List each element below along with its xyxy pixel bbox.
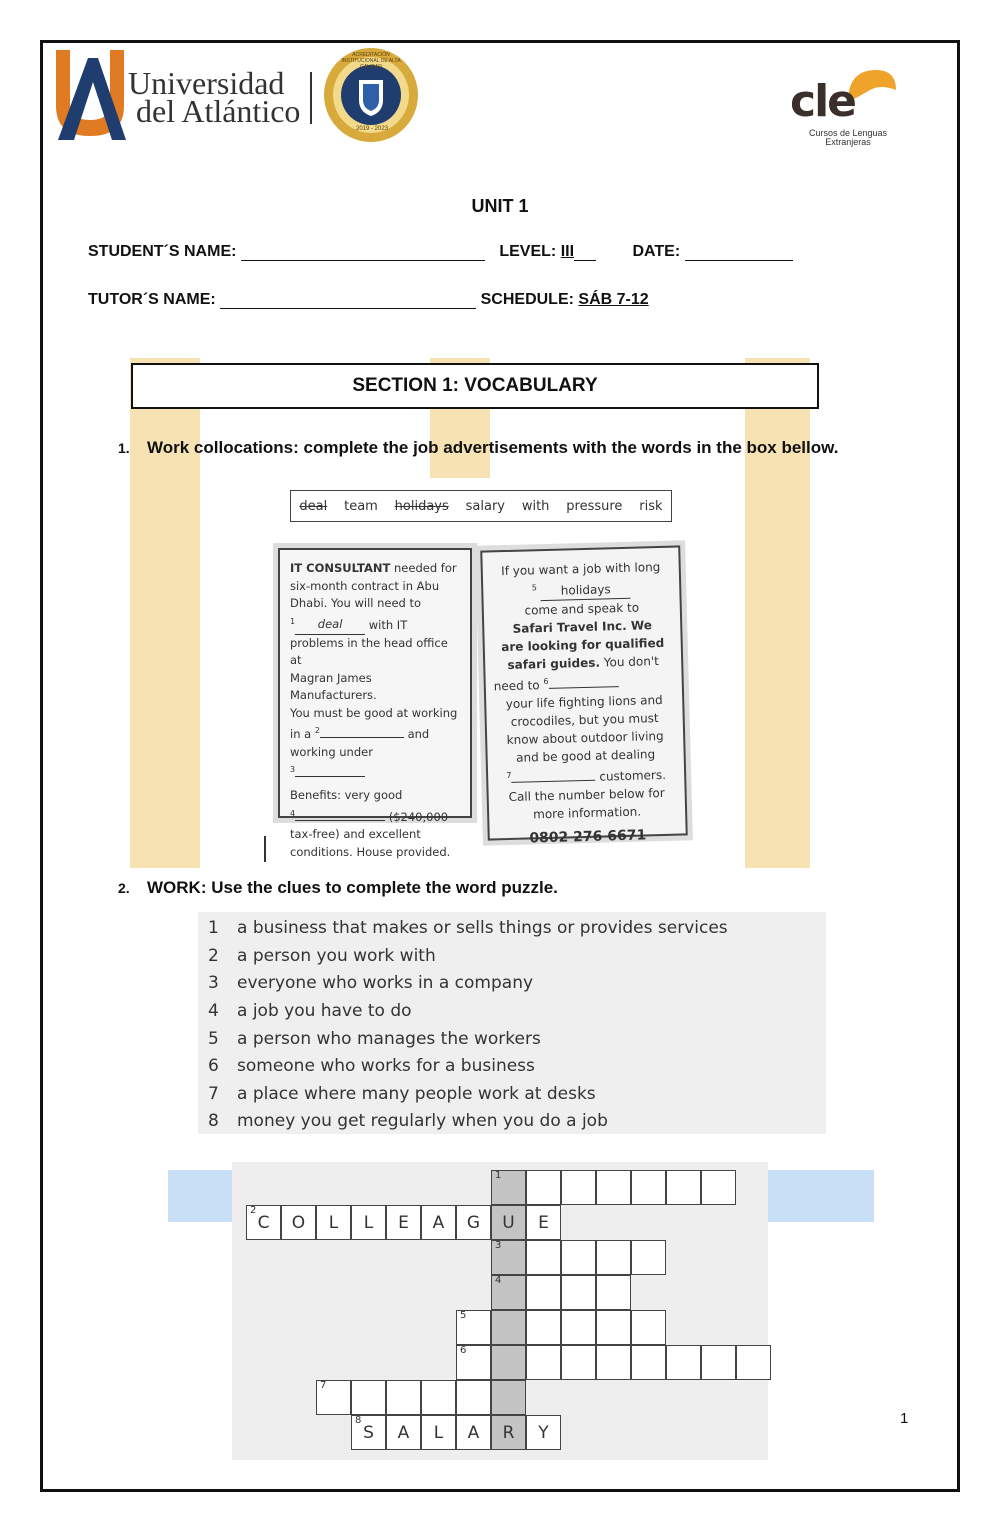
ad-it-consultant: [278, 548, 472, 859]
clue-item: [208, 1080, 596, 1108]
clue-text: someone who works for a business: [237, 1056, 535, 1076]
clue-number: 6: [208, 1056, 219, 1076]
ad-left-line: and: [407, 727, 430, 742]
date-label: DATE:: [632, 243, 681, 260]
word-pressure: pressure: [566, 498, 623, 514]
crossword-cell[interactable]: [596, 1275, 631, 1310]
ad-right-line: come and speak to: [524, 600, 640, 618]
crossword-cell[interactable]: [561, 1240, 596, 1275]
clue-number-label: 5: [460, 1310, 467, 1321]
crossword-cell[interactable]: [386, 1205, 421, 1240]
clue-number: 2: [208, 946, 219, 966]
crossword-cell[interactable]: [596, 1310, 631, 1345]
crossword-cell[interactable]: [456, 1345, 491, 1380]
clue-number: 4: [208, 1001, 219, 1021]
cle-wordmark: cle: [790, 76, 856, 127]
crossword-cell[interactable]: [631, 1310, 666, 1345]
answer-7[interactable]: [512, 780, 596, 783]
crossword-letter: R: [502, 1423, 515, 1443]
crossword-cell[interactable]: [456, 1310, 491, 1345]
crossword-letter: E: [398, 1213, 409, 1233]
crossword-cell[interactable]: [526, 1170, 561, 1205]
blank-number: 2: [314, 726, 320, 736]
clue-number-label: 6: [460, 1345, 467, 1356]
clue-number: 3: [208, 973, 219, 993]
section-title: SECTION 1: VOCABULARY: [131, 363, 819, 409]
word-team: team: [344, 498, 378, 514]
word-risk: risk: [639, 498, 663, 514]
word-deal: deal: [299, 498, 328, 514]
blank-number: 5: [531, 583, 537, 593]
ad-left-line: six-month contract in Abu: [290, 578, 440, 593]
crossword-letter: C: [257, 1213, 270, 1233]
crossword-cell[interactable]: [491, 1345, 526, 1380]
question-2-number: 2.: [118, 880, 130, 896]
crossword-cell[interactable]: [561, 1170, 596, 1205]
tutor-name-label: TUTOR´S NAME:: [88, 291, 216, 308]
crossword-cell[interactable]: [701, 1170, 736, 1205]
ad-left-line: with IT: [368, 617, 408, 632]
seal-years: 2019 - 2023: [356, 126, 389, 132]
crossword-puzzle: [232, 1162, 768, 1460]
page-number: 1: [900, 1410, 909, 1427]
clue-number: 7: [208, 1084, 219, 1104]
ua-monogram-icon: [52, 46, 128, 142]
ad-left-line: You must be good at working: [290, 705, 458, 720]
crossword-letter: A: [432, 1213, 445, 1233]
crossword-cell[interactable]: [491, 1240, 526, 1275]
answer-1[interactable]: deal: [295, 616, 365, 635]
crossword-cell[interactable]: [491, 1275, 526, 1310]
image-cursor-line: [264, 836, 266, 862]
university-name-line2: del Atlántico: [136, 93, 301, 129]
crossword-cell[interactable]: [351, 1415, 386, 1450]
ad-right-line: and be good at dealing: [515, 747, 656, 765]
question-1-number: 1.: [118, 440, 130, 456]
crossword-cell[interactable]: [491, 1415, 526, 1450]
crossword-cell[interactable]: [281, 1205, 316, 1240]
crossword-cell[interactable]: [526, 1310, 561, 1345]
crossword-cell[interactable]: [491, 1170, 526, 1205]
question-1-text: Work collocations: complete the job advertisements with the words in the box bellow.: [147, 438, 839, 457]
clue-item: [208, 969, 533, 997]
clue-text: a business that makes or sells things or provides services: [237, 918, 728, 938]
crossword-cell[interactable]: [491, 1310, 526, 1345]
cle-subtitle-2: Extranjeras: [825, 137, 871, 147]
crossword-cell[interactable]: [421, 1380, 456, 1415]
word-with: with: [521, 498, 550, 514]
logo-divider: [310, 72, 312, 124]
crossword-letter: A: [467, 1423, 480, 1443]
ad-left-line: problems in the head office at: [290, 635, 448, 668]
crossword-cell[interactable]: [246, 1205, 281, 1240]
crossword-cell[interactable]: [386, 1380, 421, 1415]
clue-item: [208, 1107, 608, 1135]
crossword-cell[interactable]: [666, 1170, 701, 1205]
crossword-letter: L: [363, 1213, 374, 1233]
ad-left-line: Magran James Manufacturers.: [290, 670, 377, 703]
crossword-cell[interactable]: [631, 1240, 666, 1275]
answer-6[interactable]: [549, 686, 619, 689]
crossword-cell[interactable]: [421, 1415, 456, 1450]
clue-number: 1: [208, 918, 219, 938]
student-name-label: STUDENT´S NAME:: [88, 243, 237, 260]
ad-left-line: tax-free) and excellent: [290, 827, 421, 842]
level-field[interactable]: [574, 244, 596, 261]
crossword-letter: L: [328, 1213, 339, 1233]
cle-subtitle-1: Cursos de Lenguas: [808, 128, 888, 138]
clue-item: [208, 914, 728, 942]
crossword-cell[interactable]: [596, 1170, 631, 1205]
blank-number: 6: [543, 676, 549, 687]
clue-number: 5: [208, 1029, 219, 1049]
question-1: [118, 438, 838, 458]
crossword-letter: E: [538, 1213, 549, 1233]
crossword-cell[interactable]: [456, 1205, 491, 1240]
clue-text: a job you have to do: [237, 1001, 412, 1021]
ad-right-line: more information.: [532, 804, 642, 822]
ad-left-line: working under: [290, 744, 373, 759]
clue-number-label: 7: [320, 1380, 327, 1391]
ad-left-line: conditions. House provided.: [290, 844, 451, 859]
ad-safari-travel: [480, 545, 688, 847]
crossword-cell[interactable]: [526, 1205, 561, 1240]
crossword-cell[interactable]: [526, 1415, 561, 1450]
answer-3[interactable]: [295, 776, 365, 777]
crossword-cell[interactable]: [526, 1275, 561, 1310]
crossword-cell[interactable]: [526, 1345, 561, 1380]
crossword-letter: U: [502, 1213, 515, 1233]
crossword-cell[interactable]: [631, 1170, 666, 1205]
ad-right-line: know about outdoor living: [506, 728, 664, 748]
university-logo: [52, 46, 422, 146]
tutor-row: [88, 291, 649, 309]
ad-right-line: Safari Travel Inc. We: [512, 618, 653, 636]
clue-number: 8: [208, 1111, 219, 1131]
university-name-line1: Universidad: [128, 65, 285, 101]
clue-number-label: 2: [250, 1205, 257, 1216]
clues-list: [198, 912, 826, 1134]
crossword-letter: G: [466, 1213, 481, 1233]
crossword-letter: L: [433, 1423, 444, 1443]
blank-number: 1: [290, 616, 296, 626]
level-label: LEVEL:: [499, 243, 557, 260]
crossword-cell[interactable]: [561, 1310, 596, 1345]
cle-logo: [786, 66, 906, 156]
crossword-cell[interactable]: [386, 1415, 421, 1450]
clue-text: money you get regularly when you do a job: [237, 1111, 608, 1131]
clue-number-label: 3: [495, 1240, 502, 1251]
blank-number: 3: [290, 765, 296, 775]
crossword-cell[interactable]: [456, 1415, 491, 1450]
ad-left-line: Dhabi. You will need to: [290, 596, 422, 610]
clue-text: a person you work with: [237, 946, 436, 966]
clue-text: everyone who works in a company: [237, 973, 534, 993]
ad-left-line: in a: [290, 727, 312, 742]
seal-text: ACREDITACIÓN INSTITUCIONAL DE ALTA CALIDAD: [341, 52, 401, 70]
crossword-cell[interactable]: [666, 1345, 701, 1380]
word-box: [290, 490, 672, 522]
ad-right-line: your life fighting lions and: [505, 692, 663, 712]
level-value: III: [560, 243, 575, 260]
question-2: [118, 878, 558, 898]
clue-item: [208, 997, 412, 1025]
answer-4[interactable]: [295, 820, 385, 821]
crossword-cell[interactable]: [316, 1380, 351, 1415]
student-row: [88, 243, 793, 261]
schedule-label: SCHEDULE:: [480, 291, 574, 308]
crossword-cell[interactable]: [561, 1345, 596, 1380]
crossword-letter: A: [397, 1423, 410, 1443]
question-2-text: WORK: Use the clues to complete the word puzzle.: [147, 878, 558, 897]
clue-item: [208, 1025, 541, 1053]
answer-5[interactable]: holidays: [541, 580, 631, 601]
crossword-cell[interactable]: [491, 1380, 526, 1415]
ad-right-phone: 0802 276 6671: [529, 827, 647, 847]
ad-left-line: ($240,000: [388, 809, 449, 824]
crossword-cell[interactable]: [631, 1345, 666, 1380]
clue-number-label: 4: [495, 1275, 502, 1286]
crossword-cell[interactable]: [526, 1240, 561, 1275]
clue-text: a place where many people work at desks: [237, 1084, 596, 1104]
crossword-cell[interactable]: [491, 1205, 526, 1240]
crossword-cell[interactable]: [561, 1275, 596, 1310]
ad-right-line: If you want a job with long: [501, 559, 661, 579]
word-holidays: holidays: [394, 498, 449, 514]
crossword-cell[interactable]: [421, 1205, 456, 1240]
crossword-cell[interactable]: [316, 1205, 351, 1240]
blank-number: 4: [290, 808, 296, 818]
crossword-cell[interactable]: [351, 1380, 386, 1415]
clue-number-label: 8: [355, 1415, 362, 1426]
blank-number: 7: [506, 770, 512, 781]
clue-text: a person who manages the workers: [237, 1029, 541, 1049]
crossword-cell[interactable]: [596, 1240, 631, 1275]
ad-right-line: You don't: [603, 654, 660, 670]
crossword-letter: Y: [538, 1423, 549, 1443]
unit-title: UNIT 1: [471, 196, 529, 216]
clue-number-label: 1: [495, 1170, 502, 1181]
crossword-cell[interactable]: [701, 1345, 736, 1380]
answer-2[interactable]: [320, 737, 404, 738]
ad-right-line: need to: [493, 678, 540, 694]
ad-right-line: safari guides.: [507, 655, 601, 672]
date-field[interactable]: [685, 244, 793, 261]
accreditation-seal: [322, 46, 420, 144]
crossword-letter: S: [363, 1423, 374, 1443]
ad-left-line: needed for: [394, 561, 457, 575]
crossword-cell[interactable]: [596, 1345, 631, 1380]
crossword-cell[interactable]: [736, 1345, 771, 1380]
ad-right-line: crocodiles, but you must: [510, 711, 659, 729]
crossword-letter: O: [291, 1213, 306, 1233]
tutor-name-field[interactable]: [220, 292, 476, 309]
clue-item: [208, 1052, 535, 1080]
ad-right-line: are looking for qualified: [501, 635, 665, 655]
clue-item: [208, 942, 436, 970]
ad-left-line: Benefits: very good: [290, 788, 403, 803]
ad-left-title: IT CONSULTANT: [290, 561, 391, 575]
crossword-cell[interactable]: [351, 1205, 386, 1240]
ad-right-line: Call the number below for: [508, 785, 665, 805]
student-name-field[interactable]: [241, 244, 485, 261]
word-salary: salary: [465, 498, 505, 514]
schedule-value: SÁB 7-12: [578, 291, 649, 308]
crossword-cell[interactable]: [456, 1380, 491, 1415]
ad-right-line: customers.: [599, 767, 667, 784]
